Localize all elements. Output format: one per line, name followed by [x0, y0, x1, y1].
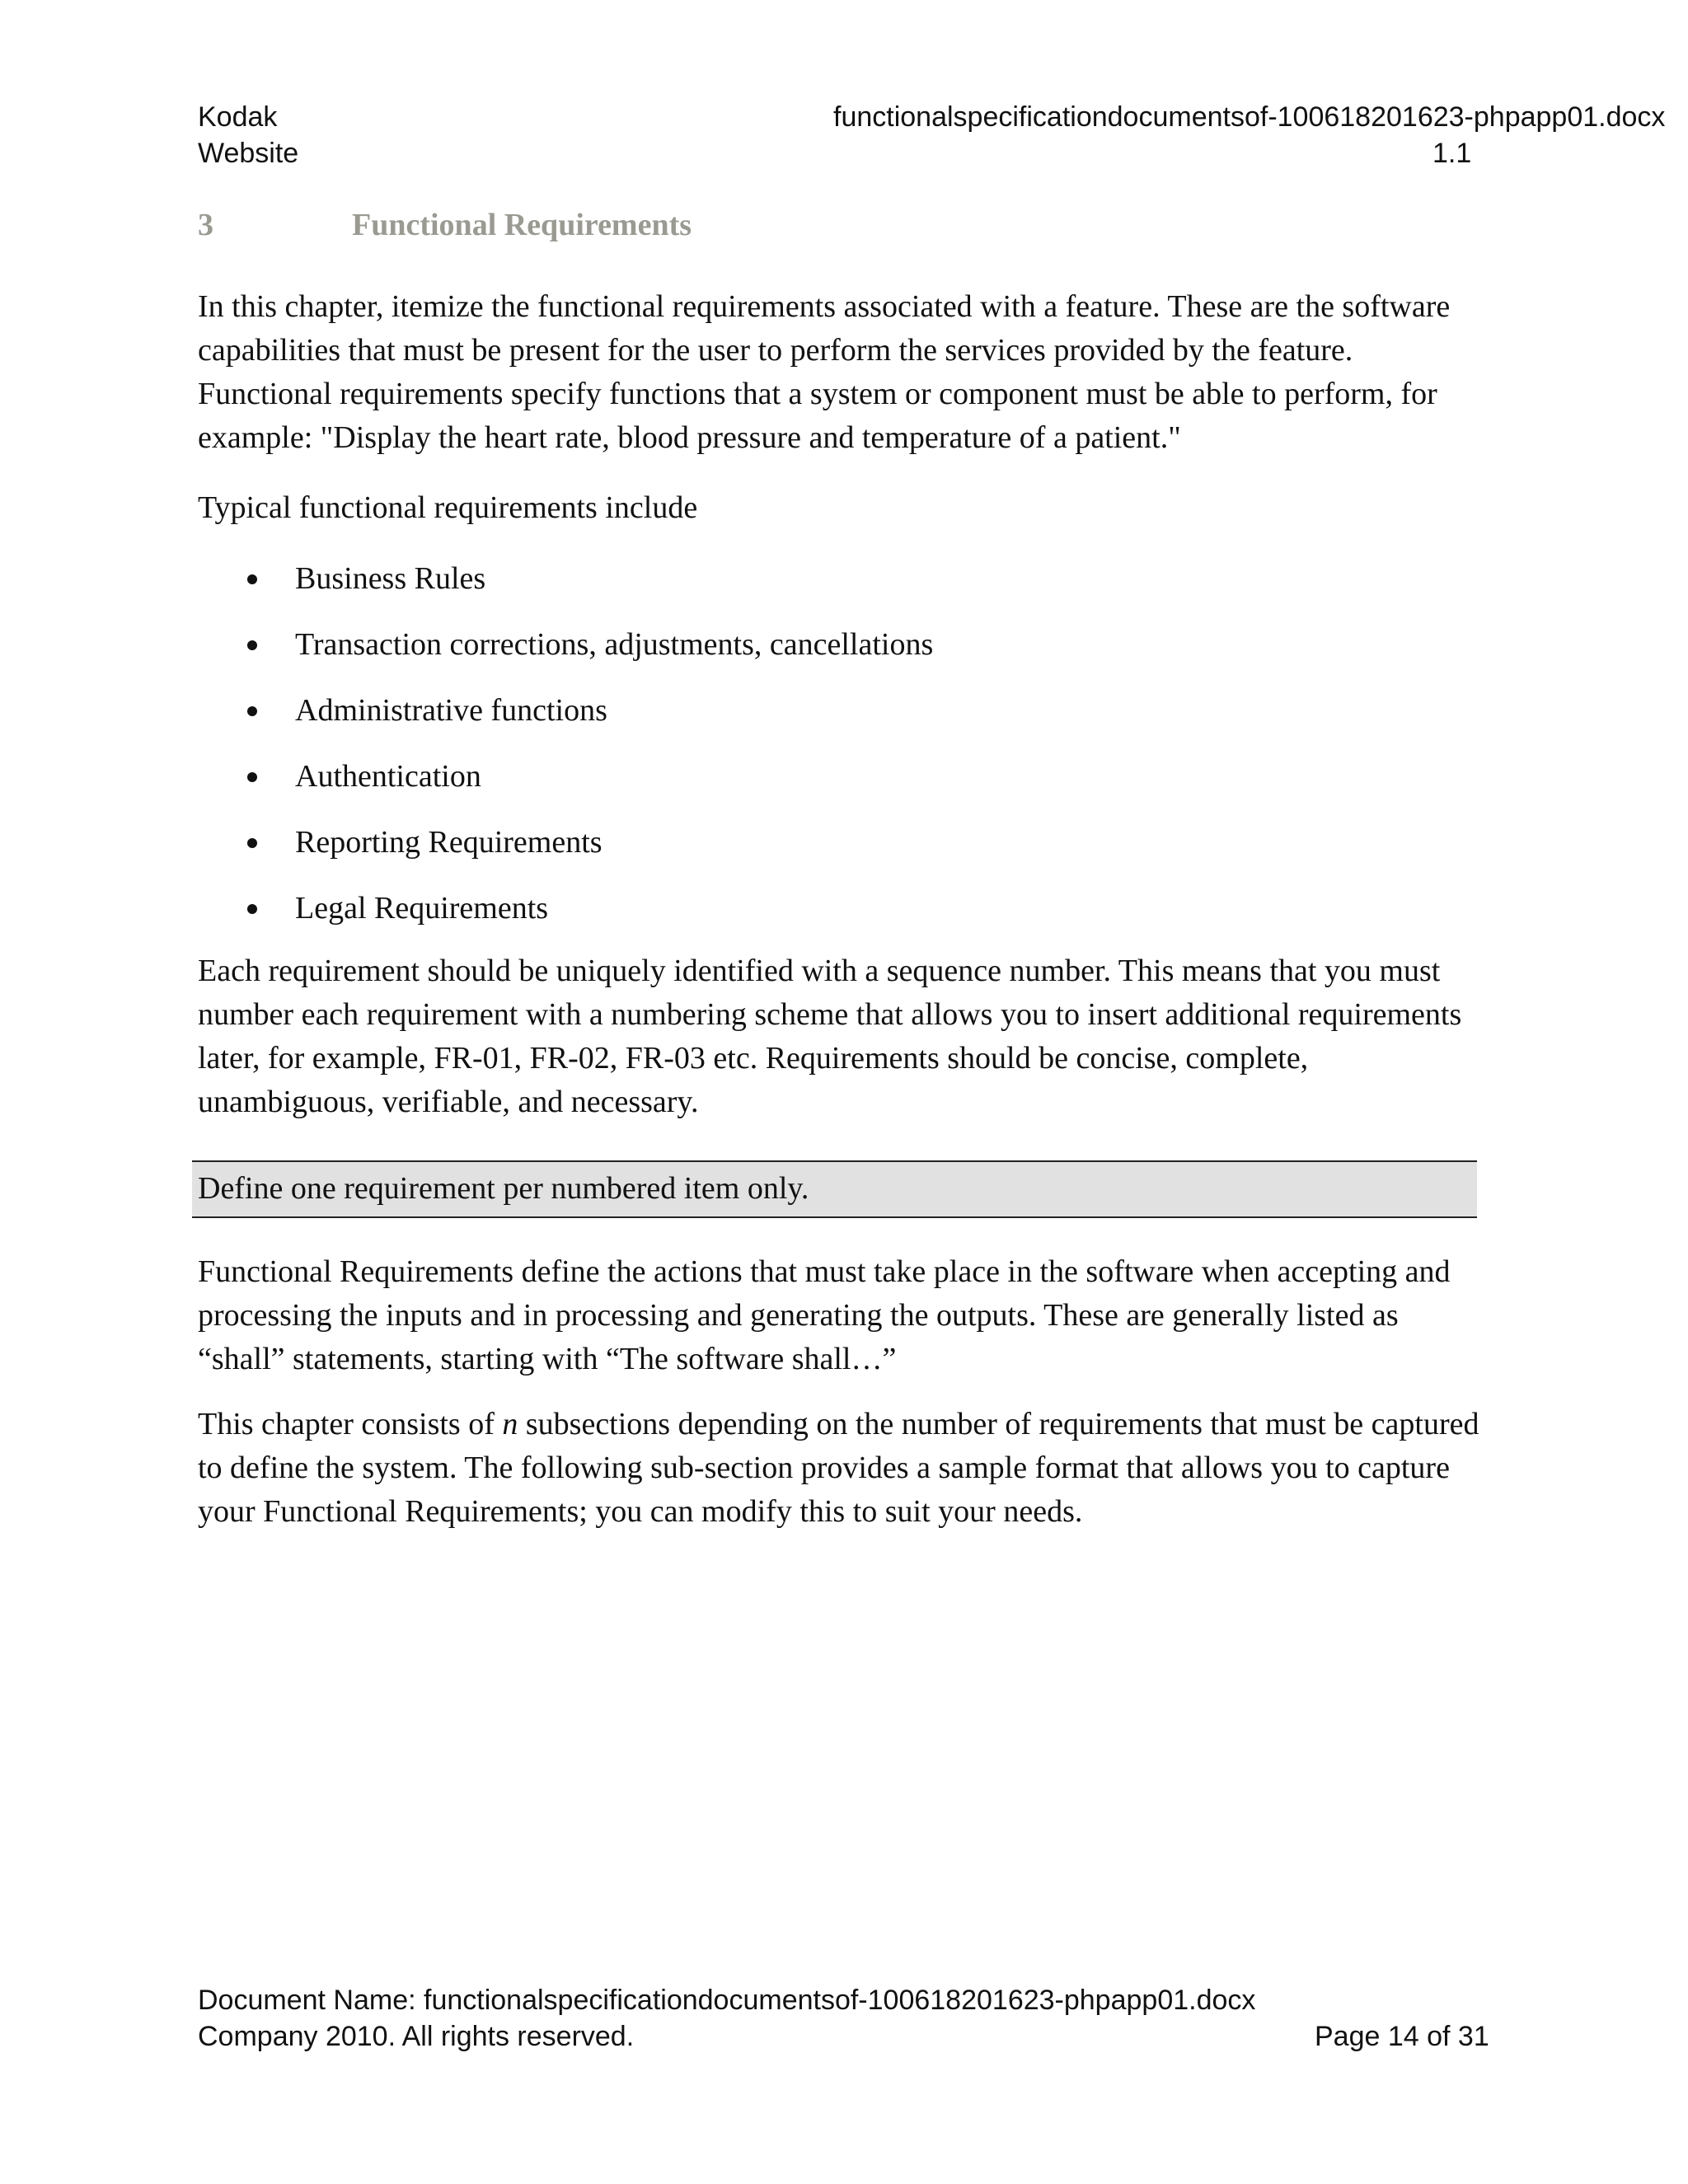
list-item [198, 887, 933, 953]
footer-page-number: Page 14 of 31 [1315, 2021, 1489, 2052]
header-version: 1.1 [1432, 138, 1472, 169]
numbering-paragraph: Each requirement should be uniquely identified with a sequence number. This means that you must number each requirement with a numbering scheme that allows you to insert additional requirements later, for example, FR-01, FR-02, FR-03 etc. Requirements should be concise, complete, unambiguous, verifiable, and necessary. [198, 954, 1462, 1119]
header-company: Kodak [198, 101, 278, 133]
bullet-icon [247, 706, 257, 716]
bullet-icon [247, 838, 257, 848]
list-item-label: Reporting Requirements [295, 825, 603, 860]
list-item [198, 557, 933, 623]
definition-paragraph: Functional Requirements define the actions that must take place in the software when accepting and processing the inputs and in processing and generating the outputs. These are generally listed as “shall” statements, starting with “The software shall…” [198, 1254, 1451, 1376]
list-item-label: Administrative functions [295, 693, 607, 728]
bullet-icon [247, 574, 257, 584]
list-item [198, 755, 933, 821]
section-number: 3 [198, 208, 213, 242]
subsections-paragraph [198, 1403, 1484, 1534]
subsections-text-post: subsections depending on the number of requirements that must be captured to define the system. The following sub-section provides a sample format that allows you to capture your Functional Requirements; you can modify this to suit your needs. [198, 1407, 1479, 1529]
footer-copyright: Company 2010. All rights reserved. [198, 2021, 635, 2052]
list-item-label: Transaction corrections, adjustments, cancellations [295, 627, 934, 662]
section-title: Functional Requirements [352, 208, 692, 242]
list-item [198, 623, 933, 689]
section-heading [198, 204, 692, 246]
list-item-label: Authentication [295, 759, 481, 794]
subsections-text-pre: This chapter consists of [198, 1407, 503, 1441]
bullet-icon [247, 772, 257, 782]
list-item [198, 689, 933, 755]
subsections-variable: n [502, 1407, 518, 1441]
bullet-icon [247, 640, 257, 650]
bullet-icon [247, 904, 257, 914]
intro-paragraph: In this chapter, itemize the functional requirements associated with a feature. These are the software capabilities that must be present for the user to perform the services provided by the feature. Functional requirements specify functions that a system or component must be able to perform, for example: "Display the heart rate, blood pressure and temperature of a patient." [198, 289, 1451, 455]
list-intro: Typical functional requirements include [198, 490, 698, 525]
list-item-label: Business Rules [295, 561, 486, 596]
footer-doc-name: Document Name: functionalspecificationdocumentsof-100618201623-phpapp01.docx [198, 1985, 1256, 2016]
requirements-list [198, 557, 933, 953]
list-item-label: Legal Requirements [295, 891, 549, 926]
header-filename: functionalspecificationdocumentsof-100618201623-phpapp01.docx [833, 101, 1666, 133]
list-item [198, 821, 933, 887]
note-box: Define one requirement per numbered item only. [192, 1160, 1477, 1218]
header-project: Website [198, 138, 299, 169]
